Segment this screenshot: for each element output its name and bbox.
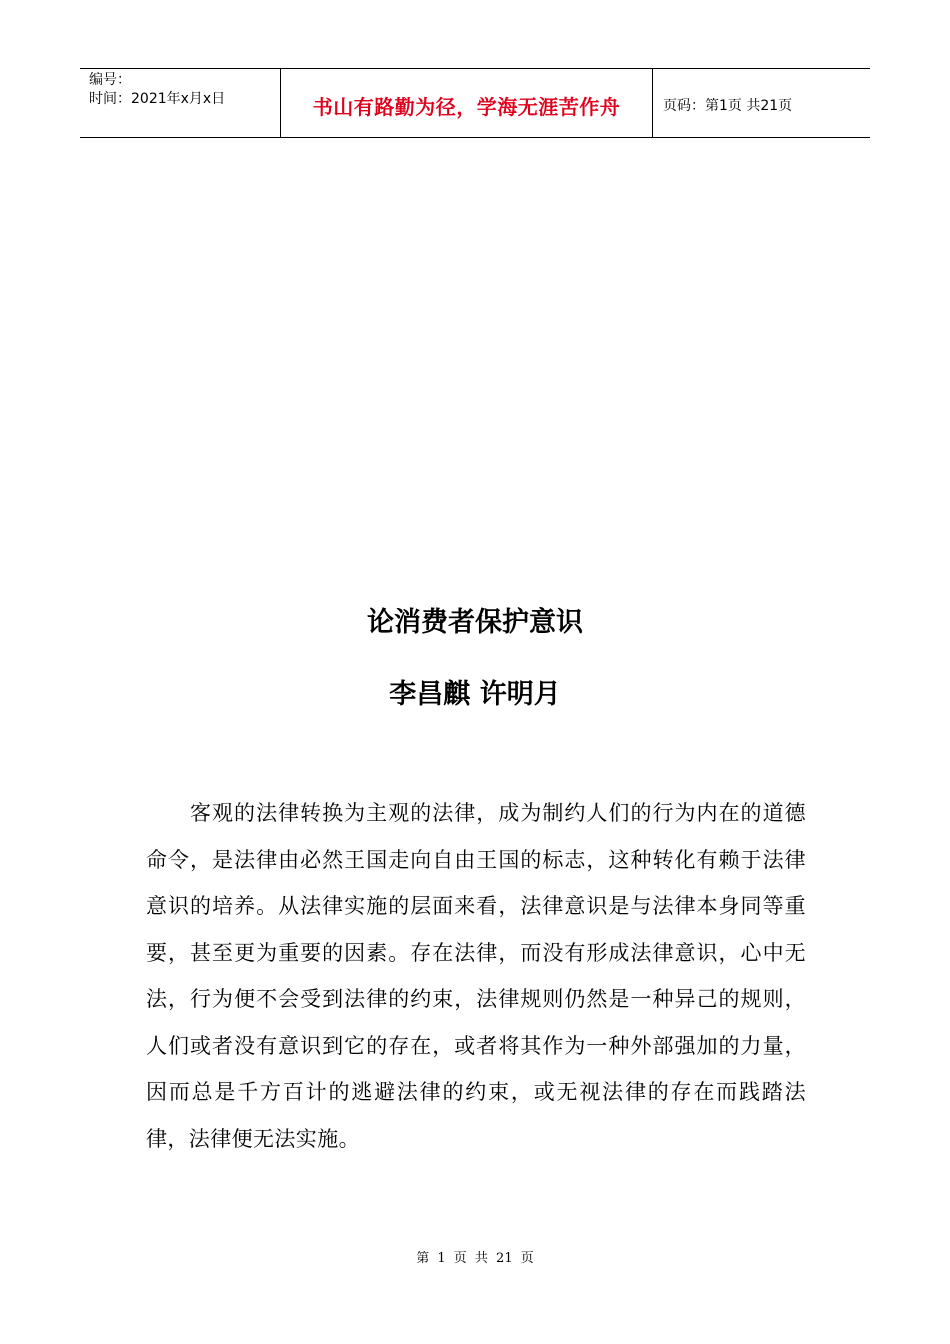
page-footer: 第 1 页 共 21 页	[416, 1251, 534, 1266]
number-label: 编号：	[89, 72, 131, 88]
date-label: 时间：2021年x月x日	[89, 91, 226, 107]
document-header	[80, 68, 870, 138]
header-meta-cell	[80, 69, 281, 137]
document-title: 论消费者保护意识	[367, 607, 583, 638]
page-label: 页码：第1页 共21页	[663, 98, 793, 114]
motto-text: 书山有路勤为径，学海无涯苦作舟	[312, 94, 621, 119]
header-motto-cell	[281, 69, 653, 137]
body-paragraph: 客观的法律转换为主观的法律，成为制约人们的行为内在的道德命令，是法律由必然王国走向自由王国的标志，这种转化有赖于法律意识的培养。从法律实施的层面来看，法律意识是与法律本身同等重要，甚至更为重要的因素。存在法律，而没有形成法律意识，心中无法，行为便不会受到法律的约束，法律规则仍然是一种异己的规则，人们或者没有意识到它的存在，或者将其作为一种外部强加的力量，因而总是千方百计的逃避法律的约束，或无视法律的存在而践踏法律，法律便无法实施。	[146, 801, 806, 1151]
header-page-cell	[653, 69, 870, 137]
document-authors: 李昌麒 许明月	[389, 679, 561, 710]
